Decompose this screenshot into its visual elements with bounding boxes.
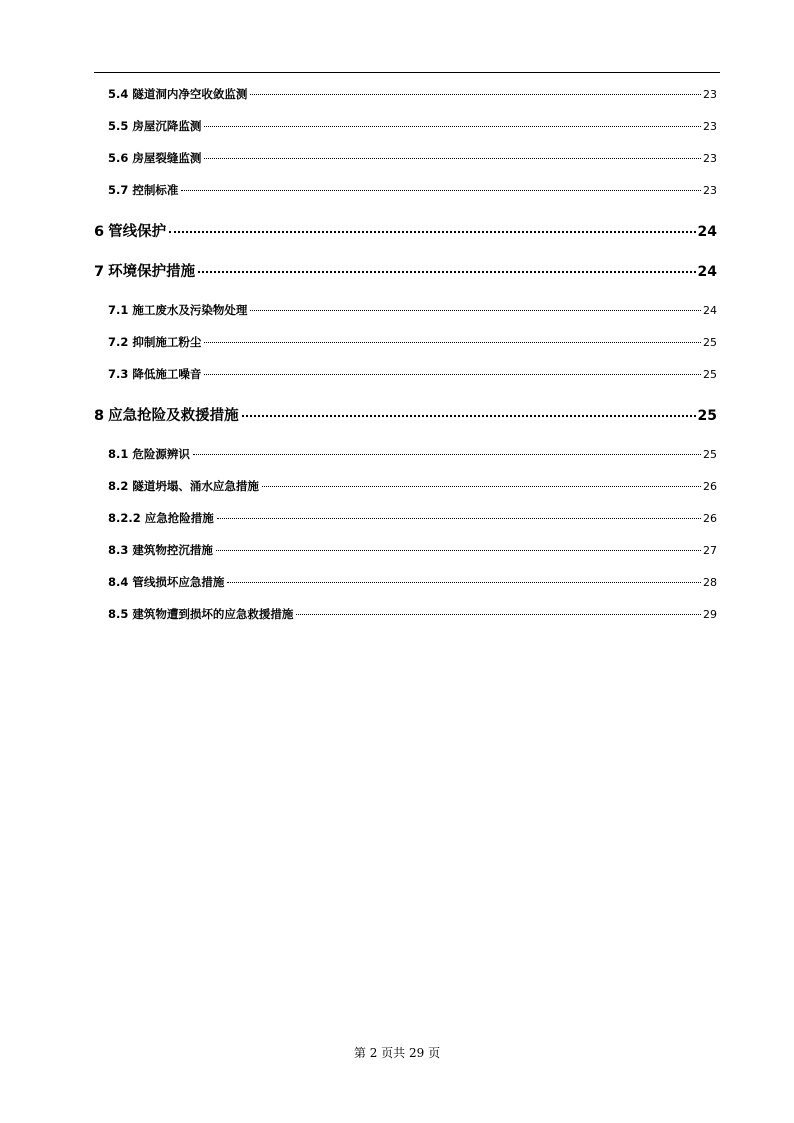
toc-entry-5-4[interactable] <box>108 86 717 102</box>
toc-entry-title: 建筑物遭到损坏的应急救援措施 <box>132 607 294 621</box>
toc-entry-number: 6 <box>94 224 105 240</box>
toc-dot-leader <box>250 94 701 95</box>
toc-entry-page: 24 <box>697 224 717 240</box>
toc-entry-8-5[interactable] <box>108 606 717 622</box>
toc-entry-number: 8.2 <box>108 479 129 493</box>
toc-entry-page: 24 <box>697 264 717 280</box>
toc-dot-leader <box>227 582 701 583</box>
toc-entry-number: 5.6 <box>108 151 129 165</box>
toc-dot-leader <box>204 374 701 375</box>
toc-entry-title: 应急抢险措施 <box>144 511 214 525</box>
toc-entry-number: 8 <box>94 408 105 424</box>
toc-entry-title: 控制标准 <box>132 183 179 197</box>
toc-entry-title: 降低施工噪音 <box>132 367 202 381</box>
toc-entry-title: 危险源辨识 <box>132 447 190 461</box>
toc-entry-5-7[interactable] <box>108 182 717 198</box>
toc-entry-7-2[interactable] <box>108 334 717 350</box>
toc-entry-number: 8.4 <box>108 575 129 589</box>
toc-entry-8-1[interactable] <box>108 446 717 462</box>
toc-entry-title: 隧道洞内净空收敛监测 <box>132 87 248 101</box>
toc-entry-8-3[interactable] <box>108 542 717 558</box>
toc-entry-page: 29 <box>703 608 717 621</box>
toc-entry-page: 23 <box>703 120 717 133</box>
toc-entry-number: 5.5 <box>108 119 129 133</box>
toc-entry-number: 5.7 <box>108 183 129 197</box>
toc-dot-leader <box>242 415 696 417</box>
toc-dot-leader <box>193 454 701 455</box>
toc-entry-page: 25 <box>703 368 717 381</box>
toc-entry-page: 23 <box>703 184 717 197</box>
toc-dot-leader <box>204 342 701 343</box>
toc-entry-page: 27 <box>703 544 717 557</box>
toc-dot-leader <box>169 231 695 233</box>
toc-entry-page: 23 <box>703 88 717 101</box>
toc-entry-number: 7.3 <box>108 367 129 381</box>
toc-dot-leader <box>262 486 701 487</box>
toc-entry-5-6[interactable] <box>108 150 717 166</box>
toc-entry-title: 房屋沉降监测 <box>132 119 202 133</box>
toc-entry-title: 抑制施工粉尘 <box>132 335 202 349</box>
toc-entry-page: 25 <box>703 336 717 349</box>
toc-entry-8-4[interactable] <box>108 574 717 590</box>
toc-entry-5-5[interactable] <box>108 118 717 134</box>
toc-entry-title: 管线损坏应急措施 <box>132 575 225 589</box>
toc-entry-page: 24 <box>703 304 717 317</box>
toc-entry-7-3[interactable] <box>108 366 717 382</box>
toc-entry-page: 28 <box>703 576 717 589</box>
toc-entry-page: 26 <box>703 512 717 525</box>
toc-entry-7[interactable] <box>94 260 717 281</box>
toc-dot-leader <box>204 158 701 159</box>
toc-entry-6[interactable] <box>94 220 717 241</box>
toc-entry-page: 25 <box>697 408 717 424</box>
toc-entry-number: 8.1 <box>108 447 129 461</box>
toc-entry-title: 施工废水及污染物处理 <box>132 303 248 317</box>
toc-entry-number: 8.2.2 <box>108 511 141 525</box>
toc-entry-page: 23 <box>703 152 717 165</box>
toc-dot-leader <box>217 518 701 519</box>
toc-entry-title: 建筑物控沉措施 <box>132 543 213 557</box>
toc-entry-number: 8.3 <box>108 543 129 557</box>
toc-dot-leader <box>296 614 701 615</box>
toc-entry-number: 7.1 <box>108 303 129 317</box>
toc-entry-number: 7.2 <box>108 335 129 349</box>
toc-entry-title: 管线保护 <box>108 224 167 240</box>
toc-dot-leader <box>216 550 701 551</box>
toc-entry-title: 房屋裂缝监测 <box>132 151 202 165</box>
toc-entry-number: 7 <box>94 264 105 280</box>
toc-entry-title: 隧道坍塌、涌水应急措施 <box>132 479 259 493</box>
page-footer: 第 2 页共 29 页 <box>353 1046 441 1060</box>
toc-dot-leader <box>204 126 701 127</box>
header-rule <box>94 72 720 73</box>
toc-entry-page: 25 <box>703 448 717 461</box>
toc-entry-8-2-2[interactable] <box>108 510 717 526</box>
toc-entry-number: 8.5 <box>108 607 129 621</box>
toc-dot-leader <box>198 271 695 273</box>
toc-entry-title: 应急抢险及救援措施 <box>108 408 239 424</box>
toc-dot-leader <box>181 190 701 191</box>
toc-dot-leader <box>250 310 701 311</box>
toc-entry-page: 26 <box>703 480 717 493</box>
toc-entry-8-2[interactable] <box>108 478 717 494</box>
toc-entry-title: 环境保护措施 <box>108 264 196 280</box>
toc-entry-7-1[interactable] <box>108 302 717 318</box>
toc-entry-8[interactable] <box>94 404 717 425</box>
toc-entry-number: 5.4 <box>108 87 129 101</box>
